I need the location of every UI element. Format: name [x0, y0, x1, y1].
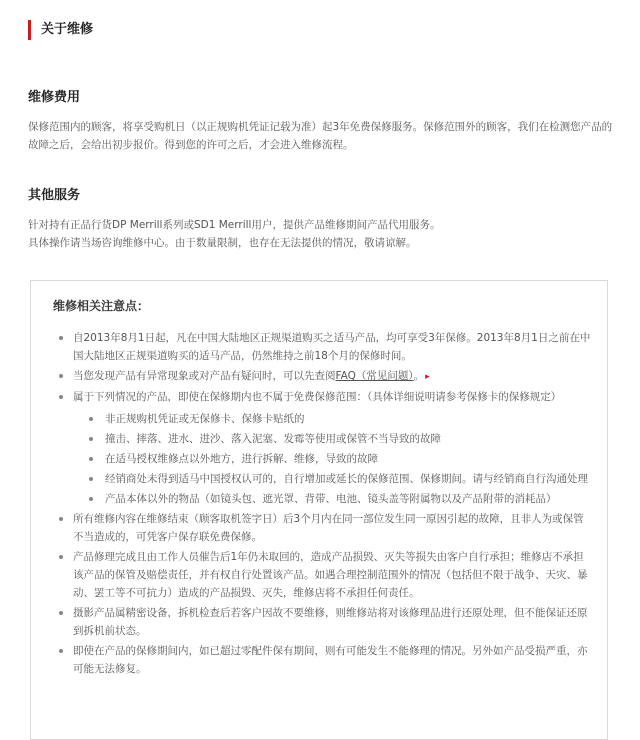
exclusion-item-4: 经销商处未得到适马中国授权认可的，自行增加或延长的保修范围、保修期间。请与经销商自行沟通处理	[105, 473, 588, 485]
faq-link[interactable]: FAQ（常见问题）	[335, 370, 414, 382]
other-services-line-1: 针对持有正品行货DP Merrill系列或SD1 Merrill用户，提供产品维修期间产品代用服务。	[28, 219, 441, 231]
other-services-heading: 其他服务	[28, 188, 81, 203]
list-item	[53, 510, 593, 546]
other-services-text	[28, 216, 618, 252]
list-item	[53, 329, 593, 365]
repair-fee-heading: 维修费用	[28, 90, 81, 105]
notice-box	[30, 280, 608, 740]
notice-list	[53, 329, 593, 680]
notice-item-3: 属于下列情况的产品，即使在保修期内也不属于免费保修范围：（具体详细说明请参考保修卡的保修规定）	[73, 391, 562, 403]
notice-title: 维修相关注意点：	[53, 299, 150, 313]
repair-fee-text: 保修范围内的顾客，将享受购机日（以正规购机凭证记载为准）起3年免费保修服务。保修范围外的顾客，我们在检测您产品的故障之后，会给出初步报价。得到您的许可之后，才会进入维修流程。	[28, 121, 613, 151]
notice-item-2-prefix: 当您发现产品有异常现象或对产品有疑问时，可以先查阅	[73, 370, 336, 382]
list-item	[53, 548, 593, 602]
exclusion-item-1: 非正规购机凭证或无保修卡、保修卡贴纸的	[105, 413, 305, 425]
list-item	[73, 470, 593, 488]
list-item	[53, 642, 593, 678]
exclusion-item-5: 产品本体以外的物品（如镜头包、遮光罩、背带、电池、镜头盖等附属物以及产品附带的消耗品）	[105, 493, 557, 505]
list-item	[53, 367, 593, 386]
notice-item-4: 所有维修内容在维修结束（顾客取机签字日）后3个月内在同一部位发生同一原因引起的故障，且非人为或保管不当造成的，可凭客户保存联免费保修。	[73, 513, 584, 543]
notice-item-7: 即使在产品的保修期间内，如已超过零配件保有期间，则有可能发生不能修理的情况。另外如产品受损严重，亦可能无法修复。	[73, 645, 588, 675]
list-item	[73, 490, 593, 508]
exclusion-item-3: 在适马授权维修点以外地方，进行拆解、维修，导致的故障	[105, 453, 378, 465]
page-title: 关于维修	[28, 20, 93, 40]
list-item	[53, 388, 593, 508]
exclusion-item-2: 撞击、摔落、进水、进沙、落入泥塞、发霉等使用或保管不当导致的故障	[105, 433, 441, 445]
list-item	[73, 410, 593, 428]
exclusion-list	[73, 410, 593, 508]
notice-item-2-suffix: 。	[413, 370, 425, 382]
notice-item-1: 自2013年8月1日起，凡在中国大陆地区正规渠道购买之适马产品，均可享受3年保修。2013年8月1日之前在中国大陆地区正规渠道购买的适马产品，仍然维持之前18个月的保修时间。	[73, 332, 591, 362]
list-item	[73, 430, 593, 448]
external-link-icon: ▸	[425, 372, 430, 382]
list-item	[73, 450, 593, 468]
notice-item-5: 产品修理完成且由工作人员催告后1年仍未取回的，造成产品损毁、灭失等损失由客户自行承担；维修店不承担该产品的保管及赔偿责任，并有权自行处置该产品。如遇合理控制范围外的情况（包括但不限于战争、天灾、暴动、罢工等不可抗力）造成的产品损毁、灭失，维修店将不承担任何责任。	[73, 551, 588, 599]
notice-item-6: 摄影产品属精密设备，拆机检查后若客户因故不要维修，则维修站将对该修理品进行还原处理，但不能保证还原到拆机前状态。	[73, 607, 588, 637]
other-services-line-2: 具体操作请当场咨询维修中心。由于数量限制，也存在无法提供的情况，敬请谅解。	[28, 237, 417, 249]
list-item	[53, 604, 593, 640]
